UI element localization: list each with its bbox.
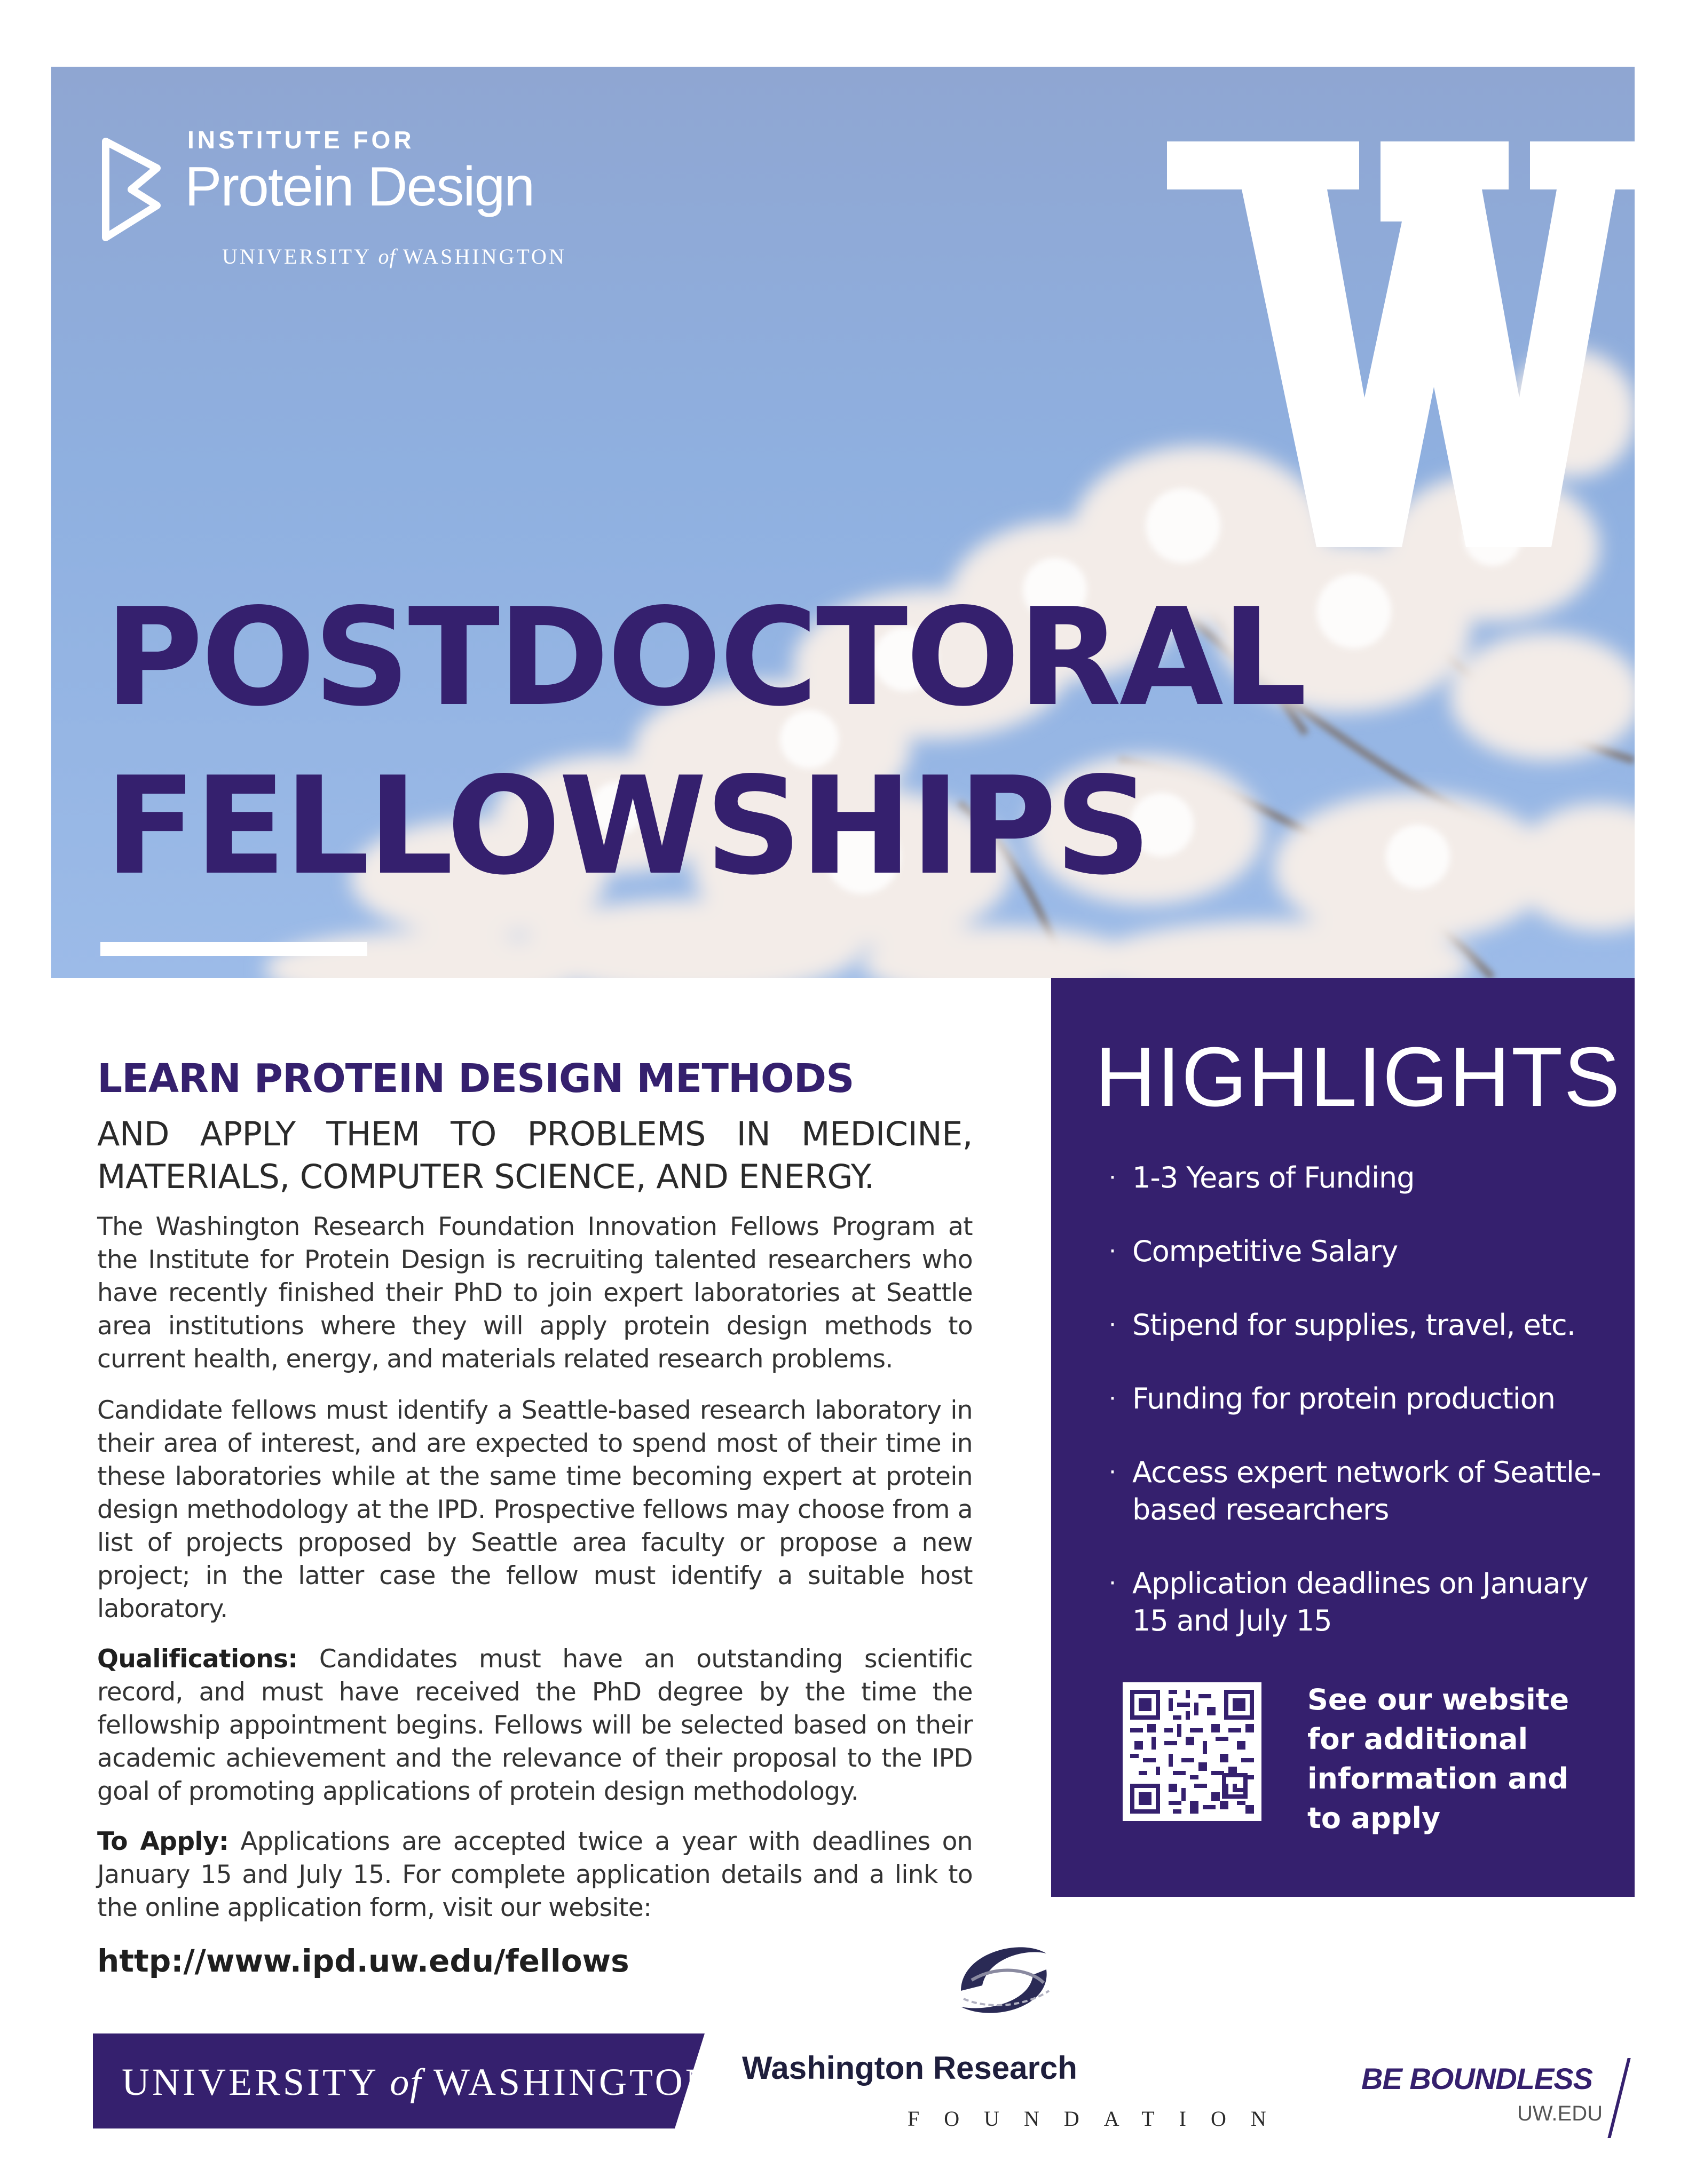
candidate-paragraph: Candidate fellows must identify a Seattle-based research laboratory in their area of interest, and are expected to spend most of their time in these laboratories while at the same time becoming expert at protein design methodology at the IPD. Prospective fellows may choose from a list of projects proposed by Seattle area faculty or propose a new project; in the latter case the fellow must identify a suitable host laboratory.	[97, 1396, 973, 1624]
hero-banner	[51, 67, 1635, 978]
highlight-text: Application deadlines on January 15 and July 15	[1132, 1566, 1588, 1637]
ipd-logo-line3	[222, 244, 566, 269]
apply-text: Applications are accepted twice a year with deadlines on January 15 and July 15. For complete application details and a link to the online application form, visit our website:	[97, 1827, 973, 1922]
hero-title	[105, 574, 1305, 911]
bullet-icon: ·	[1109, 1238, 1116, 1265]
website-cta: See our website for additional information and to apply	[1307, 1683, 1569, 1835]
qualifications-label: Qualifications:	[97, 1644, 298, 1674]
qualifications-paragraph	[97, 1643, 973, 1808]
highlight-item	[1109, 1307, 1621, 1344]
uw-wordmark-of: of	[390, 2061, 422, 2103]
bullet-icon: ·	[1109, 1311, 1116, 1339]
intro-paragraph: The Washington Research Foundation Innovation Fellows Program at the Institute for Protein Design is recruiting talented researchers who have recently finished their PhD to join expert laboratories at Seattle area institutions where they will apply protein design methods to current health, energy, and materials related research problems.	[97, 1212, 973, 1374]
bullet-icon: ·	[1109, 1459, 1116, 1486]
highlight-text: Access expert network of Seattle-based researchers	[1132, 1455, 1601, 1526]
be-boundless-tagline: BE BOUNDLESS	[1361, 2062, 1592, 2095]
qualifications-text: Candidates must have an outstanding scientific record, and must have received the PhD degree by the time the fellowship appointment begins. Fellows will be selected based on their academic achievement and the relevance of their proposal to the IPD goal of promoting applications of protein design methodology.	[97, 1644, 973, 1806]
ipd-logo-line1: INSTITUTE FOR	[187, 126, 415, 154]
qr-code-icon[interactable]	[1123, 1682, 1261, 1821]
bullet-icon: ·	[1109, 1570, 1116, 1597]
ipd-logo-university: UNIVERSITY	[222, 244, 371, 268]
fellows-url-link[interactable]: http://www.ipd.uw.edu/fellows	[97, 1943, 629, 1979]
highlight-item	[1109, 1380, 1621, 1418]
uw-w-icon	[1167, 141, 1635, 547]
uw-wordmark-university: UNIVERSITY	[122, 2061, 378, 2103]
highlights-list	[1109, 1159, 1621, 1676]
hero-title-line1: POSTDOCTORAL	[105, 580, 1305, 736]
uw-footer-banner	[93, 2033, 716, 2128]
ipd-logo	[99, 120, 566, 312]
uw-wordmark	[122, 2060, 716, 2104]
ipd-logo-washington: WASHINGTON	[403, 244, 566, 268]
highlight-text: 1-3 Years of Funding	[1132, 1161, 1415, 1194]
highlight-item	[1109, 1454, 1621, 1529]
apply-paragraph	[97, 1825, 973, 1925]
wrf-swirl-icon	[940, 1932, 1068, 2028]
wrf-foundation-label: FOUNDATION	[908, 2107, 1291, 2131]
hero-underline-rule	[100, 942, 367, 956]
ipd-logo-of: of	[378, 244, 396, 268]
highlight-item	[1109, 1159, 1621, 1197]
lead-subheading-line2: MATERIALS, COMPUTER SCIENCE, AND ENERGY.	[97, 1157, 874, 1196]
ipd-logo-line2: Protein Design	[185, 156, 534, 218]
hero-title-line2: FELLOWSHIPS	[105, 748, 1149, 905]
uw-wordmark-washington: WASHINGTON	[433, 2061, 716, 2103]
apply-label: To Apply:	[97, 1827, 229, 1856]
bullet-icon: ·	[1109, 1164, 1116, 1191]
highlights-title: HIGHLIGHTS	[1095, 1030, 1621, 1124]
bullet-icon: ·	[1109, 1385, 1116, 1412]
highlight-text: Stipend for supplies, travel, etc.	[1132, 1308, 1575, 1342]
lead-subheading	[97, 1113, 973, 1198]
ipd-arrow-icon	[99, 136, 163, 243]
lead-subheading-line1: AND APPLY THEM TO PROBLEMS IN MEDICINE,	[97, 1114, 973, 1153]
lead-heading: LEARN PROTEIN DESIGN METHODS	[97, 1056, 854, 1102]
slash-divider	[1607, 2058, 1630, 2138]
highlight-item	[1109, 1565, 1621, 1640]
highlights-panel	[1051, 978, 1635, 1897]
highlight-text: Competitive Salary	[1132, 1235, 1398, 1268]
wrf-name: Washington Research	[742, 2050, 1077, 2086]
uw-edu-link[interactable]: UW.EDU	[1517, 2102, 1603, 2125]
highlight-item	[1109, 1233, 1621, 1270]
highlight-text: Funding for protein production	[1132, 1382, 1555, 1415]
